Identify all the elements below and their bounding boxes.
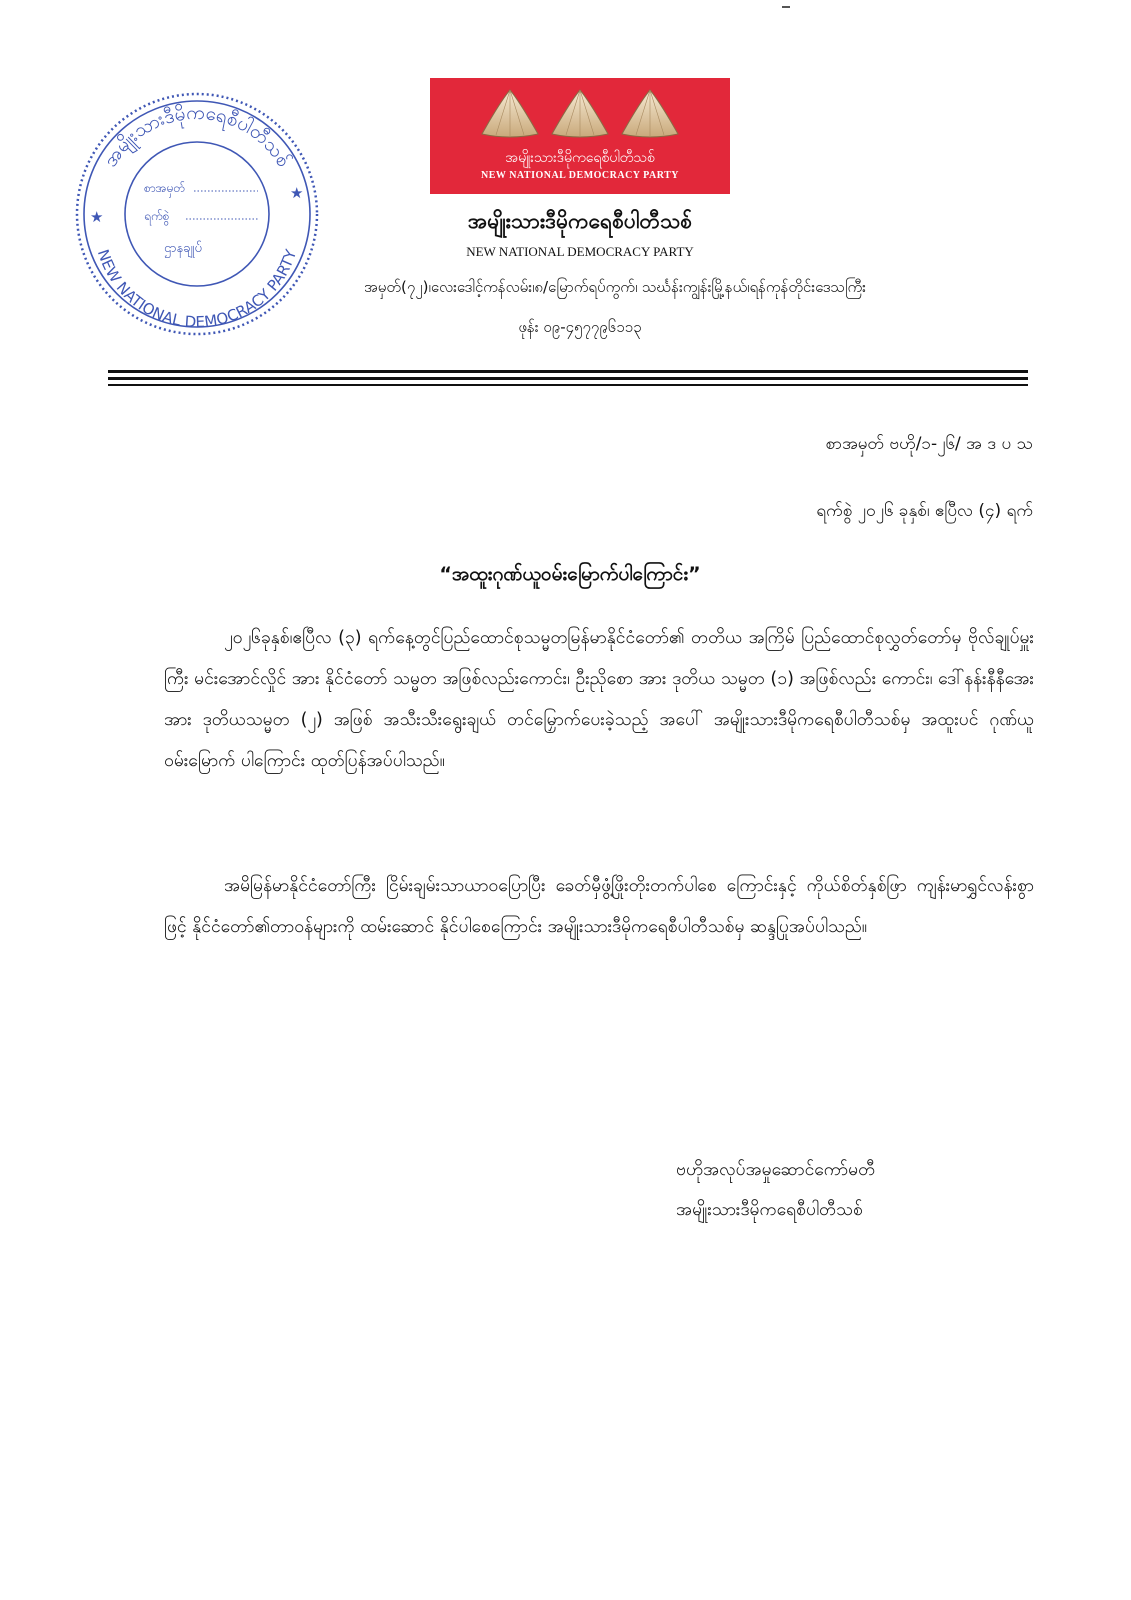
party-name-en: NEW NATIONAL DEMOCRACY PARTY <box>466 244 694 259</box>
stamp-top-text: အမျိုးသားဒီမိုကရေစီပါတီသစ် <box>99 101 295 171</box>
party-logo <box>430 78 730 194</box>
official-stamp <box>62 74 332 344</box>
header-rule <box>108 377 1028 380</box>
stamp-bottom-text: NEW NATIONAL DEMOCRACY PARTY <box>93 247 301 332</box>
stamp-star-left-icon: ★ <box>90 208 104 226</box>
stamp-line-ref: စာအမှတ် <box>144 181 186 195</box>
signature-party: အမျိုးသားဒီမိုကရေစီပါတီသစ် <box>676 1200 863 1220</box>
stamp-line-date: ရက်စွဲ <box>144 209 170 223</box>
header-rule <box>108 384 1028 386</box>
signature-committee: ဗဟိုအလုပ်အမှုဆောင်ကော်မတီ <box>676 1160 876 1180</box>
logo-party-name-en: NEW NATIONAL DEMOCRACY PARTY <box>480 170 679 181</box>
stamp-line-hq: ဌာနချုပ် <box>164 241 202 256</box>
party-phone: ဖုန်း ၀၉-၄၅၇၇၉၆၁၁၃ <box>518 318 642 336</box>
party-address: အမှတ်(၇၂)၊လေးဒေါင့်ကန်လမ်း၊၈/မြောက်ရပ်ကွက်၊ သင်္ဃန်းကျွန်းမြို့နယ်၊ရန်ကုန်တိုင်းဒေသကြီး <box>364 278 866 296</box>
stamp-star-right-icon: ★ <box>290 184 304 202</box>
reference-number: စာအမှတ် ဗဟို/၁-၂၆/ အ ဒ ပ သ <box>825 434 1033 454</box>
logo-party-name-my: အမျိုးသားဒီမိုကရေစီပါတီသစ် <box>505 150 655 166</box>
party-name-my: အမျိုးသားဒီမိုကရေစီပါတီသစ် <box>467 209 693 233</box>
letter-title: “အထူးဂုဏ်ယူဝမ်းမြောက်ပါကြောင်း” <box>439 563 701 585</box>
body-paragraph: ၂၀၂၆ခုနှစ်၊ဧပြီလ (၃) ရက်နေ့တွင်ပြည်ထောင်စုသမ္မတမြန်မာနိုင်ငံတော်၏ တတိယ အကြိမ် ပြည်ထောင်စုလွှတ်တော်မှ ဗိုလ်ချုပ်မှူးကြီး မင်းအောင်လှိုင် အား နိုင်ငံတော် သမ္မတ အဖြစ်လည်းကောင်း၊ ဦးညိုစော အား ဒုတိယ သမ္မတ (၁) အဖြစ်လည်း ကောင်း၊ ဒေါ်နန်းနီနီအေး အား ဒုတိယသမ္မတ (၂) အဖြစ် အသီးသီးရွေးချယ် တင်မြှောက်ပေးခဲ့သည့် အပေါ် အမျိုးသားဒီမိုကရေစီပါတီသစ်မှ အထူးပင် ဂုဏ်ယူဝမ်းမြောက် ပါကြောင်း ထုတ်ပြန်အပ်ပါသည်။ <box>164 628 1034 771</box>
body-paragraph: အမိမြန်မာနိုင်ငံတော်ကြီး ငြိမ်းချမ်းသာယာဝပြောပြီး ခေတ်မှီဖွံ့ဖြိုးတိုးတက်ပါစေ ကြောင်းနှင့် ကိုယ်စိတ်နှစ်ဖြာ ကျန်းမာရွှင်လန်းစွာဖြင့် နိုင်ငံတော်၏တာဝန်များကို ထမ်းဆောင် နိုင်ပါစေကြောင်း အမျိုးသားဒီမိုကရေစီပါတီသစ်မှ ဆန္ဒပြုအပ်ပါသည်။ <box>164 876 1034 937</box>
scan-speck <box>782 6 790 8</box>
letter-date: ရက်စွဲ ၂၀၂၆ ခုနှစ်၊ ဧပြီလ (၄) ရက် <box>816 501 1033 521</box>
header-rule <box>108 370 1028 373</box>
